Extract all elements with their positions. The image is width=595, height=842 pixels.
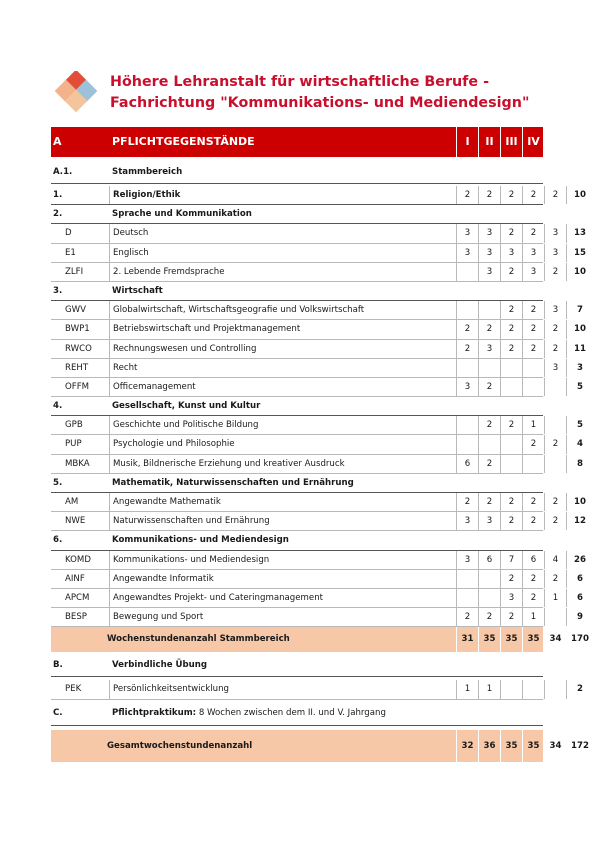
- group-row: [51, 282, 543, 301]
- hours-year-3: 3: [500, 244, 522, 262]
- hours-sum: 8: [566, 455, 593, 473]
- hours-sum: 5: [566, 378, 593, 396]
- hours-year-5: [544, 455, 566, 473]
- hours-year-3: 2: [500, 320, 522, 338]
- subject-name: Angewandtes Projekt- und Cateringmanagement: [109, 589, 456, 607]
- section-code: C.: [53, 707, 63, 718]
- hours-year-2: [478, 359, 500, 377]
- sum-label: Gesamtwochenstundenanzahl: [107, 740, 253, 751]
- hours-year-4: 2: [522, 435, 544, 453]
- table-row: [51, 589, 583, 608]
- table-row: [51, 263, 586, 282]
- table-row: [51, 512, 586, 531]
- hours-year-1: [456, 435, 478, 453]
- hours-year-1: 3: [456, 244, 478, 262]
- school-logo: [52, 71, 98, 117]
- section-row: [51, 655, 543, 677]
- hours-year-1: [456, 359, 478, 377]
- group-label: Wirtschaft: [112, 285, 163, 296]
- subject-name: Musik, Bildnerische Erziehung und kreativer Ausdruck: [109, 455, 456, 473]
- internship-text: 8 Wochen zwischen dem II. und V. Jahrgang: [196, 707, 386, 718]
- section-row: [51, 702, 543, 726]
- hours-year-5: 3: [544, 224, 566, 242]
- header-col-su: SU: [566, 127, 593, 157]
- subject-code: BESP: [65, 612, 87, 623]
- hours-year-1: 2: [456, 186, 478, 204]
- subject-name: Angewandte Mathematik: [109, 493, 456, 511]
- hours-sum: 15: [566, 244, 593, 262]
- hours-year-2: 2: [478, 378, 500, 396]
- hours-year-4: [522, 455, 544, 473]
- sum-year-5: 34: [544, 627, 566, 652]
- group-row: [51, 397, 543, 416]
- subject-name: Recht: [109, 359, 456, 377]
- subject-name: Kommunikations- und Mediendesign: [109, 551, 456, 569]
- subject-code: GPB: [65, 420, 83, 431]
- hours-year-3: 2: [500, 224, 522, 242]
- sum-label: Wochenstundenanzahl Stammbereich: [107, 634, 290, 645]
- hours-year-5: 2: [544, 435, 566, 453]
- hours-year-3: 2: [500, 416, 522, 434]
- hours-year-4: 2: [522, 340, 544, 358]
- sum-year-2: 36: [478, 730, 500, 762]
- hours-year-4: [522, 378, 544, 396]
- group-row: [51, 531, 543, 550]
- hours-year-2: 2: [478, 455, 500, 473]
- hours-year-1: 3: [456, 551, 478, 569]
- hours-year-3: [500, 435, 522, 453]
- subject-code: D: [65, 228, 72, 239]
- hours-year-2: 2: [478, 320, 500, 338]
- subject-code: ZLFI: [65, 266, 84, 277]
- total-sum-row: [51, 730, 589, 762]
- table-row: [51, 680, 583, 699]
- hours-year-1: 2: [456, 320, 478, 338]
- hours-year-2: 3: [478, 340, 500, 358]
- section-code: A.1.: [53, 167, 73, 177]
- group-code: 6.: [53, 535, 63, 546]
- hours-year-5: 2: [544, 493, 566, 511]
- hours-year-2: 2: [478, 416, 500, 434]
- hours-year-5: 4: [544, 551, 566, 569]
- hours-year-3: 2: [500, 340, 522, 358]
- subject-code: AM: [65, 497, 79, 507]
- hours-sum: 26: [566, 551, 593, 569]
- subject-code: RWCO: [65, 343, 92, 354]
- section-row: [51, 161, 543, 184]
- subject-name: Naturwissenschaften und Ernährung: [109, 512, 456, 530]
- subject-name: Deutsch: [109, 224, 456, 242]
- hours-year-4: 2: [522, 512, 544, 530]
- hours-year-3: [500, 378, 522, 396]
- header-col-v: V: [544, 127, 566, 157]
- subject-code: GWV: [65, 305, 87, 316]
- hours-sum: 10: [566, 493, 593, 511]
- hours-year-4: 1: [522, 416, 544, 434]
- hours-year-2: 6: [478, 551, 500, 569]
- header-col-ii: II: [478, 127, 500, 157]
- section-label: Verbindliche Übung: [112, 660, 208, 671]
- hours-year-3: 2: [500, 570, 522, 588]
- hours-sum: 9: [566, 608, 593, 626]
- hours-year-5: [544, 416, 566, 434]
- hours-year-2: 3: [478, 224, 500, 242]
- group-code: 2.: [53, 209, 63, 220]
- hours-year-1: 2: [456, 493, 478, 511]
- group-row: [51, 474, 543, 493]
- hours-year-3: 2: [500, 512, 522, 530]
- table-row: [51, 493, 586, 512]
- group-label: Kommunikations- und Mediendesign: [112, 535, 289, 546]
- group-row: [51, 205, 543, 224]
- hours-year-2: 2: [478, 493, 500, 511]
- sum-year-1: 32: [456, 730, 478, 762]
- table-row: [51, 435, 583, 454]
- table-row: [51, 340, 586, 359]
- sum-total: 172: [566, 730, 593, 762]
- hours-year-1: 6: [456, 455, 478, 473]
- hours-year-1: 3: [456, 224, 478, 242]
- hours-year-4: 2: [522, 493, 544, 511]
- hours-year-1: [456, 263, 478, 281]
- section-label: Stammbereich: [112, 167, 183, 177]
- hours-sum: 7: [566, 301, 593, 319]
- hours-year-4: [522, 359, 544, 377]
- title-line-1: Höhere Lehranstalt für wirtschaftliche Berufe -: [110, 74, 490, 90]
- table-row: [51, 301, 583, 320]
- hours-year-5: 2: [544, 512, 566, 530]
- title-line-2: Fachrichtung "Kommunikations- und Mediendesign": [110, 95, 530, 111]
- table-row: [51, 378, 583, 397]
- hours-year-3: 2: [500, 608, 522, 626]
- subject-name: Globalwirtschaft, Wirtschaftsgeografie und Volkswirtschaft: [109, 301, 456, 319]
- header-col-a: A: [53, 135, 62, 148]
- sum-year-3: 35: [500, 730, 522, 762]
- hours-year-4: [522, 680, 544, 698]
- hours-sum: 11: [566, 340, 593, 358]
- hours-year-4: 2: [522, 186, 544, 204]
- table-row: [51, 186, 586, 205]
- subject-name: Englisch: [109, 244, 456, 262]
- hours-year-4: 2: [522, 301, 544, 319]
- table-row: [51, 608, 583, 627]
- subject-code: KOMD: [65, 554, 91, 565]
- hours-year-4: 3: [522, 263, 544, 281]
- hours-year-3: [500, 680, 522, 698]
- hours-sum: 3: [566, 359, 593, 377]
- sum-year-5: 34: [544, 730, 566, 762]
- section-label: [109, 702, 456, 725]
- subject-name: Angewandte Informatik: [109, 570, 456, 588]
- hours-year-4: 2: [522, 570, 544, 588]
- group-code: 3.: [53, 285, 63, 296]
- hours-year-2: 2: [478, 608, 500, 626]
- hours-year-4: 6: [522, 551, 544, 569]
- subject-code: NWE: [65, 516, 86, 527]
- hours-year-1: [456, 570, 478, 588]
- header-col-subjects: PFLICHTGEGENSTÄNDE: [112, 135, 255, 148]
- subject-name: Geschichte und Politische Bildung: [109, 416, 456, 434]
- sum-year-1: 31: [456, 627, 478, 652]
- hours-year-5: 2: [544, 570, 566, 588]
- hours-year-1: [456, 416, 478, 434]
- hours-year-1: [456, 589, 478, 607]
- hours-sum: 5: [566, 416, 593, 434]
- subject-code: PUP: [65, 439, 82, 450]
- hours-year-3: [500, 359, 522, 377]
- subject-code: PEK: [65, 684, 82, 695]
- hours-year-5: 1: [544, 589, 566, 607]
- subject-code: REHT: [65, 362, 89, 373]
- group-label: Sprache und Kommunikation: [112, 209, 252, 220]
- table-row: [51, 244, 586, 263]
- table-row: [51, 416, 583, 435]
- hours-year-4: 2: [522, 589, 544, 607]
- hours-sum: 4: [566, 435, 593, 453]
- hours-year-4: 1: [522, 608, 544, 626]
- hours-year-5: [544, 608, 566, 626]
- hours-year-3: 3: [500, 589, 522, 607]
- table-row: [51, 320, 586, 339]
- hours-year-5: [544, 378, 566, 396]
- subject-code: E1: [65, 247, 76, 258]
- hours-year-1: [456, 301, 478, 319]
- hours-year-5: 2: [544, 186, 566, 204]
- stamm-sum-row: [51, 627, 589, 652]
- hours-year-4: 2: [522, 320, 544, 338]
- subject-name: 2. Lebende Fremdsprache: [109, 263, 456, 281]
- hours-year-2: 2: [478, 186, 500, 204]
- hours-year-5: 3: [544, 244, 566, 262]
- hours-year-5: 3: [544, 359, 566, 377]
- hours-year-5: 2: [544, 320, 566, 338]
- subject-name: Betriebswirtschaft und Projektmanagement: [109, 320, 456, 338]
- hours-sum: 10: [566, 186, 593, 204]
- hours-year-3: 2: [500, 186, 522, 204]
- hours-year-1: 2: [456, 608, 478, 626]
- sum-total: 170: [566, 627, 593, 652]
- hours-sum: 13: [566, 224, 593, 242]
- page-title: [110, 72, 529, 114]
- hours-sum: 6: [566, 570, 593, 588]
- subject-name: Religion/Ethik: [109, 186, 456, 204]
- header-col-i: I: [456, 127, 478, 157]
- subject-name: Psychologie und Philosophie: [109, 435, 456, 453]
- hours-year-2: 3: [478, 512, 500, 530]
- subject-name: Bewegung und Sport: [109, 608, 456, 626]
- subject-code: AINF: [65, 573, 85, 584]
- header-col-iv: IV: [522, 127, 544, 157]
- hours-year-5: 2: [544, 340, 566, 358]
- hours-year-3: 2: [500, 301, 522, 319]
- group-code: 5.: [53, 477, 63, 488]
- hours-sum: 6: [566, 589, 593, 607]
- table-row: [51, 570, 583, 589]
- hours-year-2: [478, 589, 500, 607]
- hours-sum: 10: [566, 320, 593, 338]
- subject-name: Rechnungswesen und Controlling: [109, 340, 456, 358]
- sum-year-2: 35: [478, 627, 500, 652]
- hours-year-2: 1: [478, 680, 500, 698]
- table-row: [51, 551, 586, 570]
- hours-year-5: [544, 680, 566, 698]
- hours-sum: 10: [566, 263, 593, 281]
- hours-year-3: 2: [500, 493, 522, 511]
- hours-year-1: 3: [456, 378, 478, 396]
- table-row: [51, 455, 583, 474]
- section-code: B.: [53, 660, 63, 671]
- table-row: [51, 224, 586, 243]
- hours-year-1: 2: [456, 340, 478, 358]
- hours-year-2: [478, 435, 500, 453]
- group-code: 4.: [53, 401, 63, 412]
- internship-label: Pflichtpraktikum:: [112, 707, 197, 718]
- group-label: Mathematik, Naturwissenschaften und Ernährung: [112, 477, 354, 488]
- hours-year-4: 2: [522, 224, 544, 242]
- hours-year-3: [500, 455, 522, 473]
- hours-year-3: 2: [500, 263, 522, 281]
- sum-year-4: 35: [522, 730, 544, 762]
- hours-year-2: [478, 570, 500, 588]
- sum-year-3: 35: [500, 627, 522, 652]
- group-label: Gesellschaft, Kunst und Kultur: [112, 401, 261, 412]
- subject-name: Persönlichkeitsentwicklung: [109, 680, 456, 698]
- hours-year-5: 2: [544, 263, 566, 281]
- hours-year-5: 3: [544, 301, 566, 319]
- hours-year-3: 7: [500, 551, 522, 569]
- hours-sum: 12: [566, 512, 593, 530]
- subject-code: 1.: [53, 190, 63, 200]
- hours-year-2: [478, 301, 500, 319]
- hours-sum: 2: [566, 680, 593, 698]
- hours-year-4: 3: [522, 244, 544, 262]
- hours-year-1: 3: [456, 512, 478, 530]
- subject-code: BWP1: [65, 324, 90, 335]
- table-row: [51, 359, 583, 378]
- header-col-iii: III: [500, 127, 522, 157]
- hours-year-2: 3: [478, 263, 500, 281]
- subject-code: OFFM: [65, 381, 90, 392]
- subject-code: MBKA: [65, 458, 90, 469]
- table-header: [51, 127, 589, 157]
- sum-year-4: 35: [522, 627, 544, 652]
- hours-year-1: 1: [456, 680, 478, 698]
- subject-code: APCM: [65, 592, 90, 603]
- subject-name: Officemanagement: [109, 378, 456, 396]
- curriculum-table: [51, 127, 589, 762]
- hours-year-2: 3: [478, 244, 500, 262]
